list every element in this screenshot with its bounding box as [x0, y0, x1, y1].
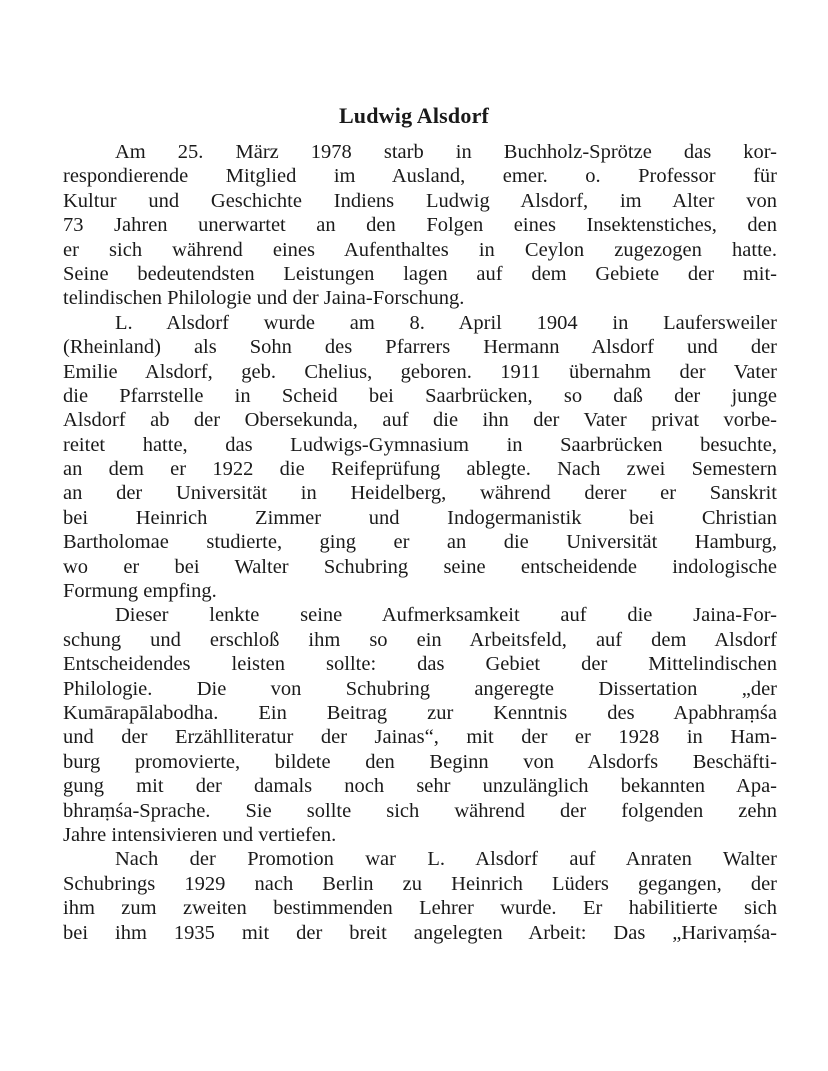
text-line: an der Universität in Heidelberg, während derer er Sanskrit: [63, 482, 777, 505]
text-line: Emilie Alsdorf, geb. Chelius, geboren. 1911 übernahm der Vater: [63, 360, 777, 383]
text-line: Alsdorf ab der Obersekunda, auf die ihn der Vater privat vorbe-: [63, 409, 777, 432]
text-line: gung mit der damals noch sehr unzulänglich bekannten Apa-: [63, 775, 777, 798]
text-line: er sich während eines Aufenthaltes in Ceylon zugezogen hatte.: [63, 238, 777, 261]
text-line: Nach der Promotion war L. Alsdorf auf Anraten Walter: [115, 848, 777, 871]
text-line: bei ihm 1935 mit der breit angelegten Arbeit: Das „Harivaṃśa-: [63, 921, 777, 944]
text-line: und der Erzählliteratur der Jainas“, mit der er 1928 in Ham-: [63, 726, 777, 749]
text-line: respondierende Mitglied im Ausland, emer. o. Professor für: [63, 165, 777, 188]
text-line: wo er bei Walter Schubring seine entscheidende indologische: [63, 555, 777, 578]
text-line: bhraṃśa-Sprache. Sie sollte sich während der folgenden zehn: [63, 799, 777, 822]
text-line: schung und erschloß ihm so ein Arbeitsfeld, auf dem Alsdorf: [63, 628, 777, 651]
text-line: (Rheinland) als Sohn des Pfarrers Hermann Alsdorf und der: [63, 336, 777, 359]
text-line: Seine bedeutendsten Leistungen lagen auf dem Gebiete der mit-: [63, 262, 777, 285]
text-line: Philologie. Die von Schubring angeregte Dissertation „der: [63, 677, 777, 700]
text-line: Jahre intensivieren und vertiefen.: [63, 823, 337, 846]
text-line: 73 Jahren unerwartet an den Folgen eines Insektenstiches, den: [63, 214, 777, 237]
text-line: die Pfarrstelle in Scheid bei Saarbrücken, so daß der junge: [63, 384, 777, 407]
text-line: Schubrings 1929 nach Berlin zu Heinrich Lüders gegangen, der: [63, 872, 777, 895]
text-line: Kultur und Geschichte Indiens Ludwig Alsdorf, im Alter von: [63, 189, 777, 212]
text-line: Kumārapālabodha. Ein Beitrag zur Kenntnis des Apabhraṃśa: [63, 701, 777, 724]
text-line: an dem er 1922 die Reifeprüfung ablegte. Nach zwei Semestern: [63, 458, 777, 481]
text-line: reitet hatte, das Ludwigs-Gymnasium in Saarbrücken besuchte,: [63, 433, 777, 456]
text-line: Am 25. März 1978 starb in Buchholz-Sprötze das kor-: [115, 141, 777, 163]
body-text: [63, 140, 777, 945]
page-title: Ludwig Alsdorf: [338, 103, 490, 128]
text-line: L. Alsdorf wurde am 8. April 1904 in Laufersweiler: [115, 311, 777, 334]
text-line: ihm zum zweiten bestimmenden Lehrer wurde. Er habilitierte sich: [63, 897, 777, 920]
text-line: Formung empfing.: [63, 580, 217, 603]
text-line: Entscheidendes leisten sollte: das Gebiet der Mittelindischen: [63, 653, 777, 676]
text-line: burg promovierte, bildete den Beginn von Alsdorfs Beschäfti-: [63, 750, 777, 773]
text-line: bei Heinrich Zimmer und Indogermanistik bei Christian: [63, 506, 777, 529]
text-line: telindischen Philologie und der Jaina-Forschung.: [63, 287, 465, 310]
text-line: Dieser lenkte seine Aufmerksamkeit auf die Jaina-For-: [115, 604, 777, 627]
text-line: Bartholomae studierte, ging er an die Universität Hamburg,: [63, 531, 777, 554]
